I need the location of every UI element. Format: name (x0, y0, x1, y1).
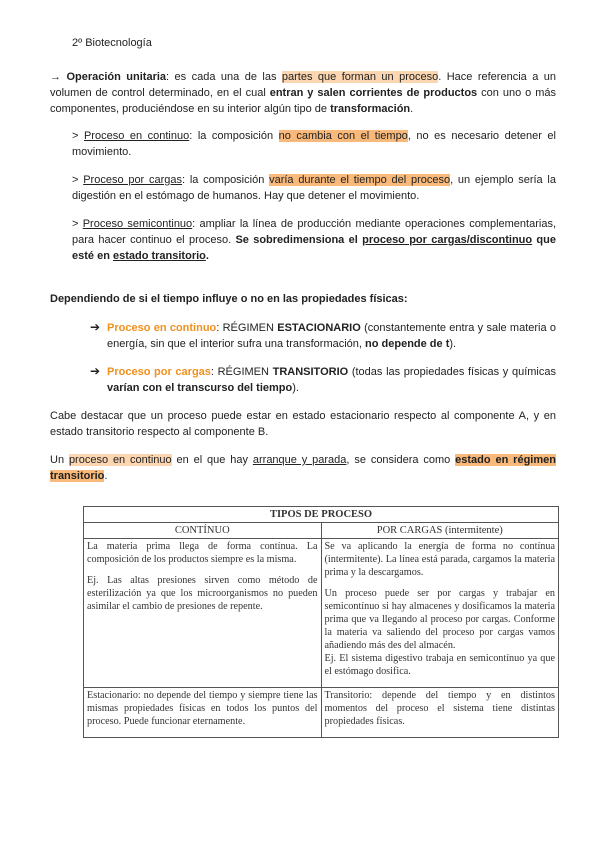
tipos-proceso-table (83, 506, 559, 738)
table-cell: Transitorio: depende del tiempo y en distintos momentos del proceso el sistema tiene distintas propiedades físicas. (321, 688, 559, 738)
table-cell: Estacionario: no depende del tiempo y siempre tiene las mismas propiedades físicas en todos los puntos del proceso. Puede funcionar eternamente. (84, 688, 322, 738)
un-proceso-paragraph: Un proceso en continuo en el que hay arranque y parada, se considera como estado en régimen transitorio. (50, 454, 556, 482)
table-cell: Se va aplicando la energía de forma no contínua (intermitente). La línea está parada, cargamos la materia prima y la descargamos. Un proceso puede ser por cargas y trabajar en semicontínuo si hay almacenes y dosificamos la materia prima que va llegando al proceso por cargas. Conforme la materia va saliendo del proceso por cargas vamos añadiendo más des del almacén. Ej. El sistema digestivo trabaja en semicontínuo ya que el estómago dosifica. (321, 539, 559, 688)
arrow-bullet-icon: ➔ (90, 320, 101, 334)
arrow-icon: → (50, 71, 61, 83)
proceso-continuo-paragraph: > Proceso en continuo: la composición no cambia con el tiempo, no es necesario detener el movimiento. (72, 130, 556, 158)
cabe-destacar-paragraph: Cabe destacar que un proceso puede estar en estado estacionario respecto al componente A, y en estado transitorio respecto al componente B. (50, 410, 556, 438)
bullet-continuo: Proceso en continuo: RÉGIMEN ESTACIONARIO (constantemente entra y sale materia o energía, sin que el interior sufra una transformación, no depende de t). (107, 322, 556, 350)
column-header-cargas: POR CARGAS (intermitente) (321, 523, 559, 539)
dependiendo-heading: Dependiendo de si el tiempo influye o no en las propiedades físicas: (50, 293, 408, 305)
table-cell: La materia prima llega de forma contínua. La composición de los productos siempre es la misma. Ej. Las altas presiones sirven como método de esterilización ya que los microorganismos no pueden asimilar el cambio de presiones de repente. (84, 539, 322, 688)
proceso-cargas-paragraph: > Proceso por cargas: la composición varía durante el tiempo del proceso, un ejemplo sería la digestión en el estómago de humanos. Hay que detener el movimiento. (72, 174, 556, 202)
table-title: TIPOS DE PROCESO (84, 507, 559, 523)
arrow-bullet-icon: ➔ (90, 364, 101, 378)
column-header-continuo: CONTÍNUO (84, 523, 322, 539)
proceso-semicontinuo-paragraph: > Proceso semicontinuo: ampliar la línea de producción mediante operaciones complementarias, para hacer continuo el proceso. Se sobredimensiona el proceso por cargas/discontinuo que esté en estado transitorio. (72, 218, 557, 262)
page-header: 2º Biotecnología (72, 37, 152, 49)
bullet-cargas: Proceso por cargas: RÉGIMEN TRANSITORIO (todas las propiedades físicas y químicas varían con el transcurso del tiempo). (107, 366, 556, 394)
operacion-unitaria-paragraph: → Operación unitaria: es cada una de las partes que forman un proceso. Hace referencia a un volumen de control determinado, en el cual entran y salen corrientes de productos con uno o más componentes, produciéndose en su interior algún tipo de transformación. (50, 71, 557, 115)
